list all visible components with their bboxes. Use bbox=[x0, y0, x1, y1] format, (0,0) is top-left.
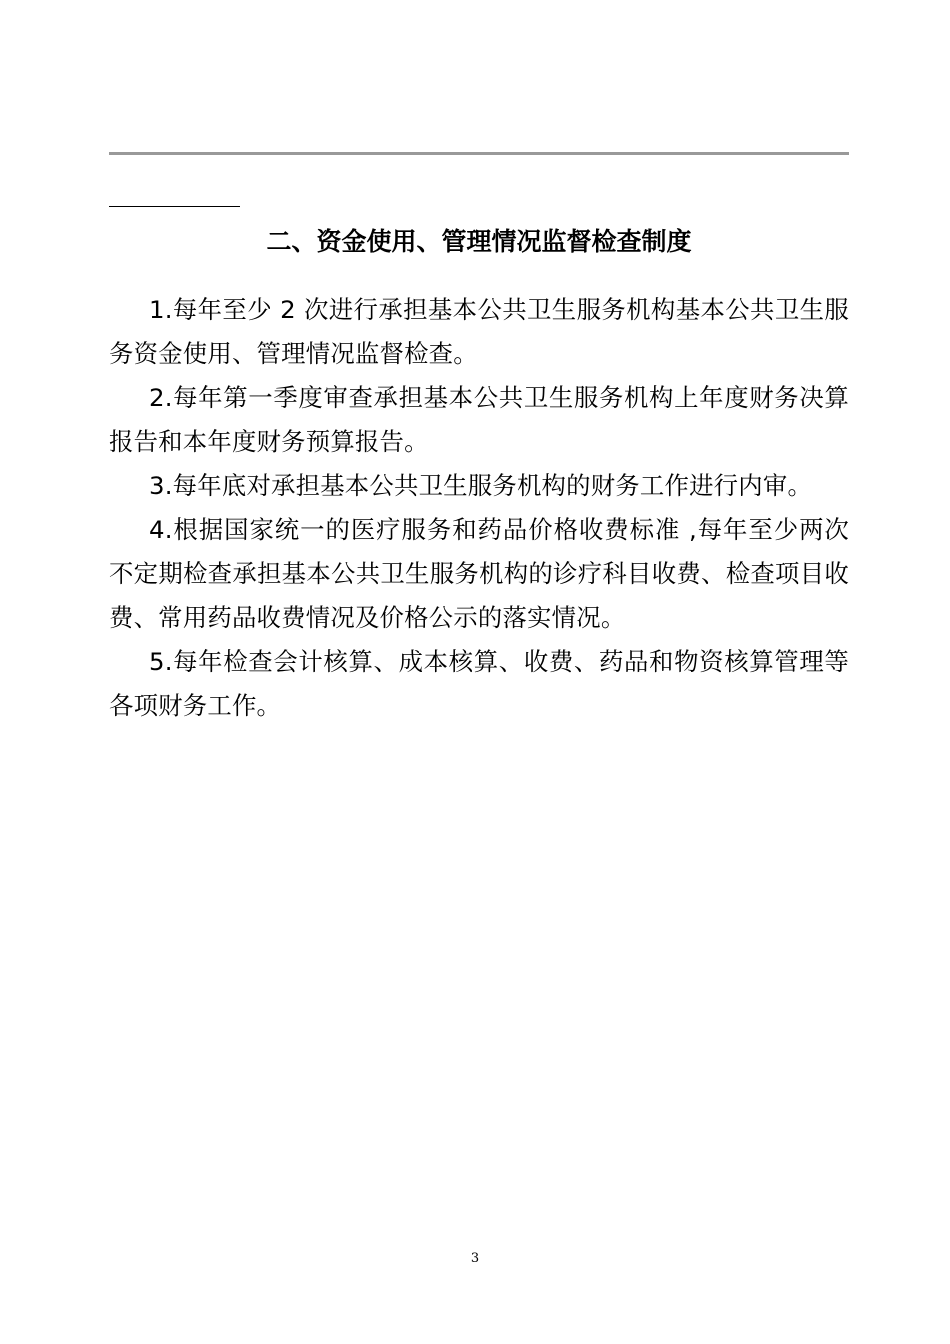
paragraph-5: 5.每年检查会计核算、成本核算、收费、药品和物资核算管理等各项财务工作。 bbox=[109, 647, 849, 720]
paragraph-3: 3.每年底对承担基本公共卫生服务机构的财务工作进行内审。 bbox=[149, 471, 813, 500]
section-title: 二、资金使用、管理情况监督检查制度 bbox=[266, 227, 692, 256]
footnote-style-rule bbox=[109, 206, 240, 207]
paragraph-1: 1.每年至少 2 次进行承担基本公共卫生服务机构基本公共卫生服务资金使用、管理情况监督检查。 bbox=[109, 295, 849, 368]
paragraph-2: 2.每年第一季度审查承担基本公共卫生服务机构上年度财务决算报告和本年度财务预算报告。 bbox=[109, 383, 849, 456]
page-number: 3 bbox=[470, 1251, 480, 1266]
paragraph-4: 4.根据国家统一的医疗服务和药品价格收费标准 ,每年至少两次不定期检查承担基本公共卫生服务机构的诊疗科目收费、检查项目收费、常用药品收费情况及价格公示的落实情况。 bbox=[109, 515, 849, 632]
body-text bbox=[109, 288, 849, 728]
header-rule bbox=[109, 152, 849, 155]
